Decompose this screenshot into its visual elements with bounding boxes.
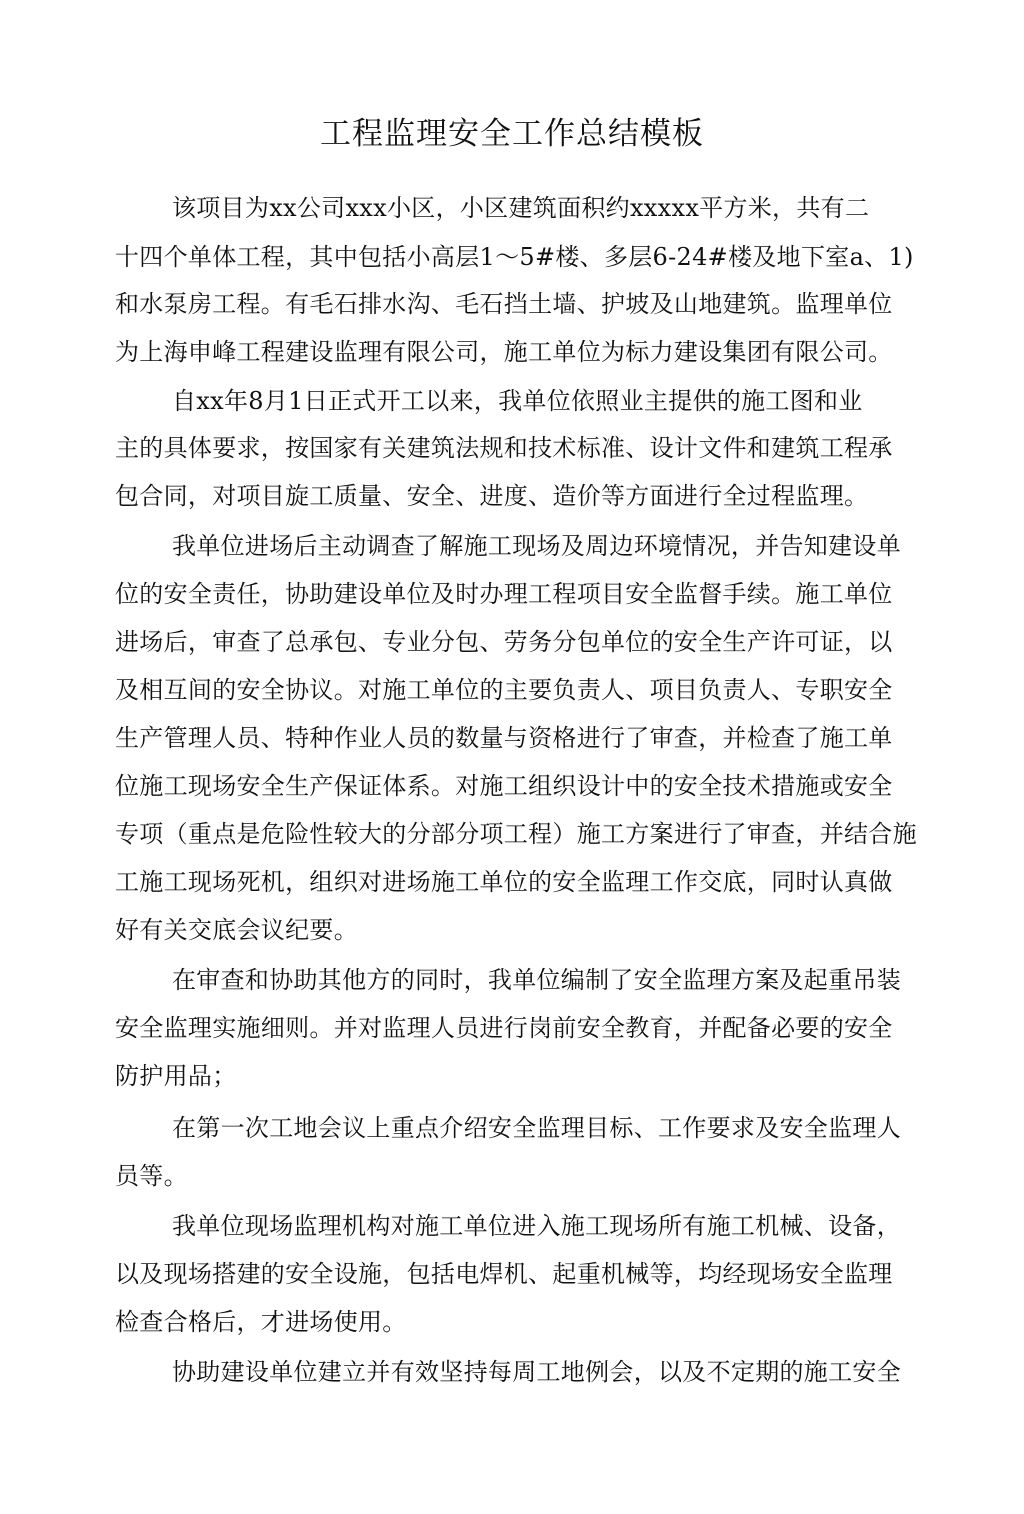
body-line: 十四个单体工程，其中包括小高层1～5#楼、多层6-24#楼及地下室a、1): [115, 243, 914, 271]
body-line: 工施工现场死机，组织对进场施工单位的安全监理工作交底，同时认真做: [115, 868, 893, 896]
body-line: 生产管理人员、特种作业人员的数量与资格进行了审查，并检查了施工单: [115, 724, 893, 752]
body-line: 为上海申峰工程建设监理有限公司，施工单位为标力建设集团有限公司。: [115, 338, 893, 366]
body-line: 位施工现场安全生产保证体系。对施工组织设计中的安全技术措施或安全: [115, 772, 893, 800]
body-line: 主的具体要求，按国家有关建筑法规和技术标准、设计文件和建筑工程承: [115, 434, 893, 462]
body-line: 位的安全责任，协助建设单位及时办理工程项目安全监督手续。施工单位: [115, 580, 893, 608]
body-line: 在第一次工地会议上重点介绍安全监理目标、工作要求及安全监理人: [172, 1114, 901, 1142]
body-line: 在审查和协助其他方的同时，我单位编制了安全监理方案及起重吊装: [172, 966, 901, 994]
body-line: 协助建设单位建立并有效坚持每周工地例会，以及不定期的施工安全: [172, 1358, 901, 1386]
body-line: 进场后，审查了总承包、专业分包、劳务分包单位的安全生产许可证，以: [115, 628, 893, 656]
body-line: 自xx年8月1日正式开工以来，我单位依照业主提供的施工图和业: [172, 387, 863, 415]
body-line: 和水泵房工程。有毛石排水沟、毛石挡土墙、护坡及山地建筑。监理单位: [115, 290, 893, 318]
body-line: 员等。: [115, 1162, 188, 1190]
document-title: 工程监理安全工作总结模板: [320, 116, 704, 152]
body-line: 防护用品；: [115, 1062, 237, 1090]
body-line: 及相互间的安全协议。对施工单位的主要负责人、项目负责人、专职安全: [115, 676, 893, 704]
body-line: 安全监理实施细则。并对监理人员进行岗前安全教育，并配备必要的安全: [115, 1014, 893, 1042]
body-line: 检查合格后，才进场使用。: [115, 1308, 407, 1336]
body-line: 好有关交底会议纪要。: [115, 916, 358, 944]
body-line: 专项（重点是危险性较大的分部分项工程）施工方案进行了审查，并结合施: [115, 820, 917, 848]
body-line: 该项目为xx公司xxx小区，小区建筑面积约xxxxx平方米，共有二: [172, 194, 870, 222]
body-line: 以及现场搭建的安全设施，包括电焊机、起重机械等，均经现场安全监理: [115, 1260, 893, 1288]
body-line: 我单位现场监理机构对施工单位进入施工现场所有施工机械、设备，: [172, 1212, 901, 1240]
body-line: 包合同，对项目旋工质量、安全、进度、造价等方面进行全过程监理。: [115, 482, 869, 510]
body-line: 我单位进场后主动调查了解施工现场及周边环境情况，并告知建设单: [172, 532, 901, 560]
